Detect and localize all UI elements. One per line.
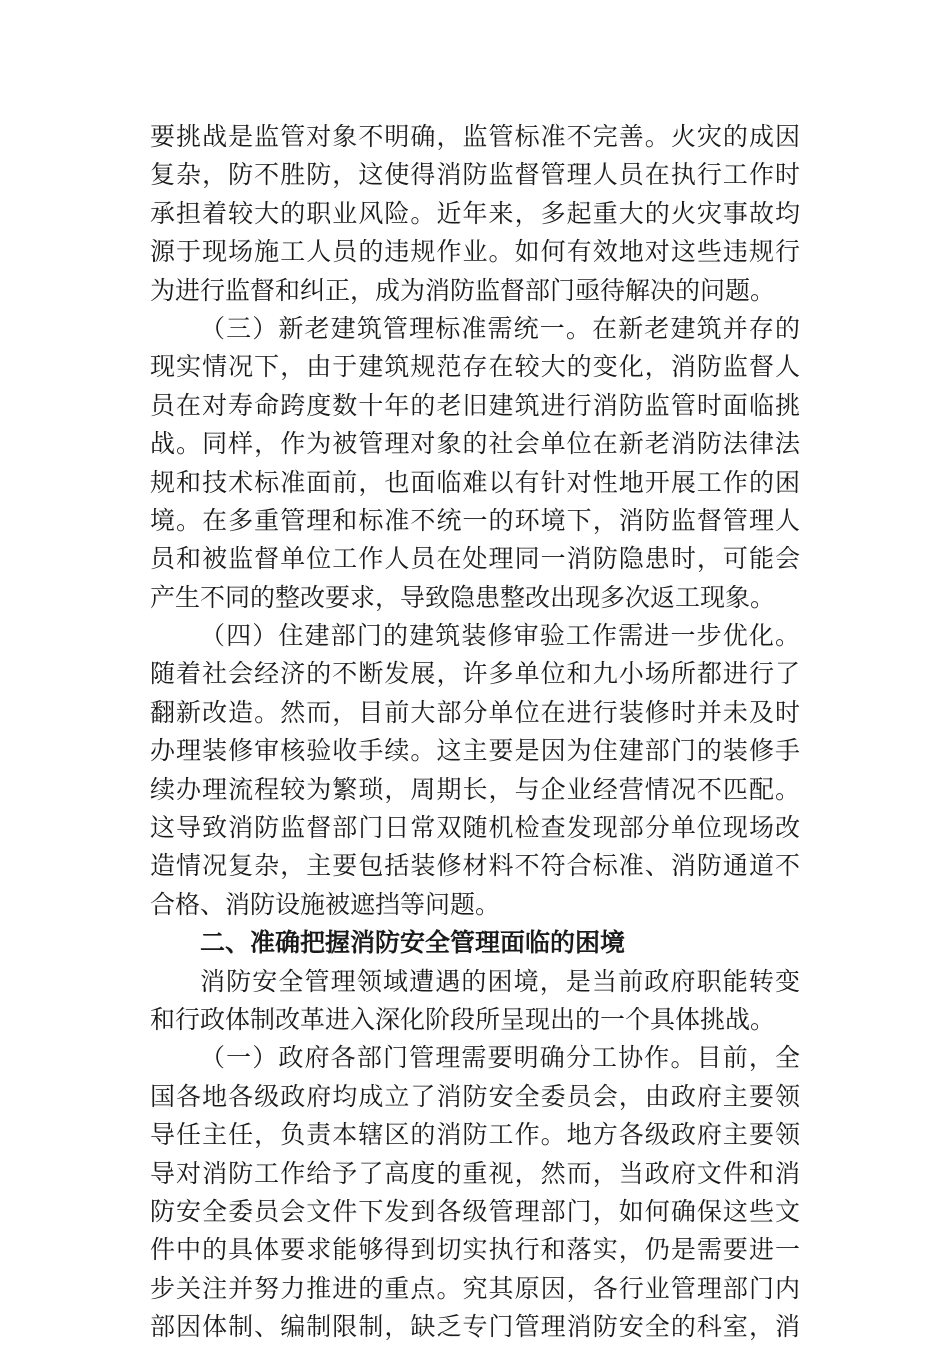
body-line: 防安全委员会文件下发到各级管理部门，如何确保这些文 (150, 1196, 800, 1226)
document-page (150, 118, 800, 1347)
body-line: 步关注并努力推进的重点。究其原因，各行业管理部门内 (150, 1273, 800, 1303)
body-line: （一）政府各部门管理需要明确分工协作。目前，全 (200, 1043, 800, 1073)
body-line: 续办理流程较为繁琐，周期长，与企业经营情况不匹配。 (150, 774, 800, 804)
body-line: 境。在多重管理和标准不统一的环境下，消防监督管理人 (150, 505, 800, 535)
body-line: 要挑战是监管对象不明确，监管标准不完善。火灾的成因 (150, 122, 800, 151)
body-line: 随着社会经济的不断发展，许多单位和九小场所都进行了 (150, 659, 800, 689)
body-line: 和行政体制改革进入深化阶段所呈现出的一个具体挑战。 (150, 1004, 776, 1034)
body-line: 合格、消防设施被遮挡等问题。 (150, 889, 501, 919)
body-line: 承担着较大的职业风险。近年来，多起重大的火灾事故均 (150, 198, 800, 228)
body-line: 源于现场施工人员的违规作业。如何有效地对这些违规行 (150, 237, 800, 267)
body-line: （三）新老建筑管理标准需统一。在新老建筑并存的 (200, 313, 800, 343)
body-line: 员在对寿命跨度数十年的老旧建筑进行消防监管时面临挑 (150, 390, 800, 420)
body-line: 规和技术标准面前，也面临难以有针对性地开展工作的困 (150, 467, 800, 497)
body-line: 造情况复杂，主要包括装修材料不符合标准、消防通道不 (150, 851, 800, 881)
body-line: 为进行监督和纠正，成为消防监督部门亟待解决的问题。 (150, 275, 776, 305)
section-heading: 二、准确把握消防安全管理面临的困境 (200, 928, 626, 958)
body-line: 导对消防工作给予了高度的重视，然而，当政府文件和消 (150, 1158, 800, 1188)
body-line: 产生不同的整改要求，导致隐患整改出现多次返工现象。 (150, 582, 776, 612)
body-line: 部因体制、编制限制，缺乏专门管理消防安全的科室，消 (150, 1312, 800, 1342)
body-line: 导任主任，负责本辖区的消防工作。地方各级政府主要领 (150, 1120, 800, 1150)
body-line: 战。同样，作为被管理对象的社会单位在新老消防法律法 (150, 429, 800, 459)
body-line: （四）住建部门的建筑装修审验工作需进一步优化。 (200, 621, 800, 651)
body-line: 消防安全管理领域遭遇的困境，是当前政府职能转变 (200, 966, 800, 996)
body-line: 员和被监督单位工作人员在处理同一消防隐患时，可能会 (150, 544, 800, 574)
body-line: 办理装修审核验收手续。这主要是因为住建部门的装修手 (150, 736, 800, 766)
body-line: 这导致消防监督部门日常双随机检查发现部分单位现场改 (150, 813, 800, 843)
body-line: 复杂，防不胜防，这使得消防监督管理人员在执行工作时 (150, 160, 800, 190)
body-line: 翻新改造。然而，目前大部分单位在进行装修时并未及时 (150, 697, 800, 727)
body-line: 现实情况下，由于建筑规范存在较大的变化，消防监督人 (150, 352, 800, 382)
body-line: 件中的具体要求能够得到切实执行和落实，仍是需要进一 (150, 1235, 800, 1265)
body-line: 国各地各级政府均成立了消防安全委员会，由政府主要领 (150, 1081, 800, 1111)
